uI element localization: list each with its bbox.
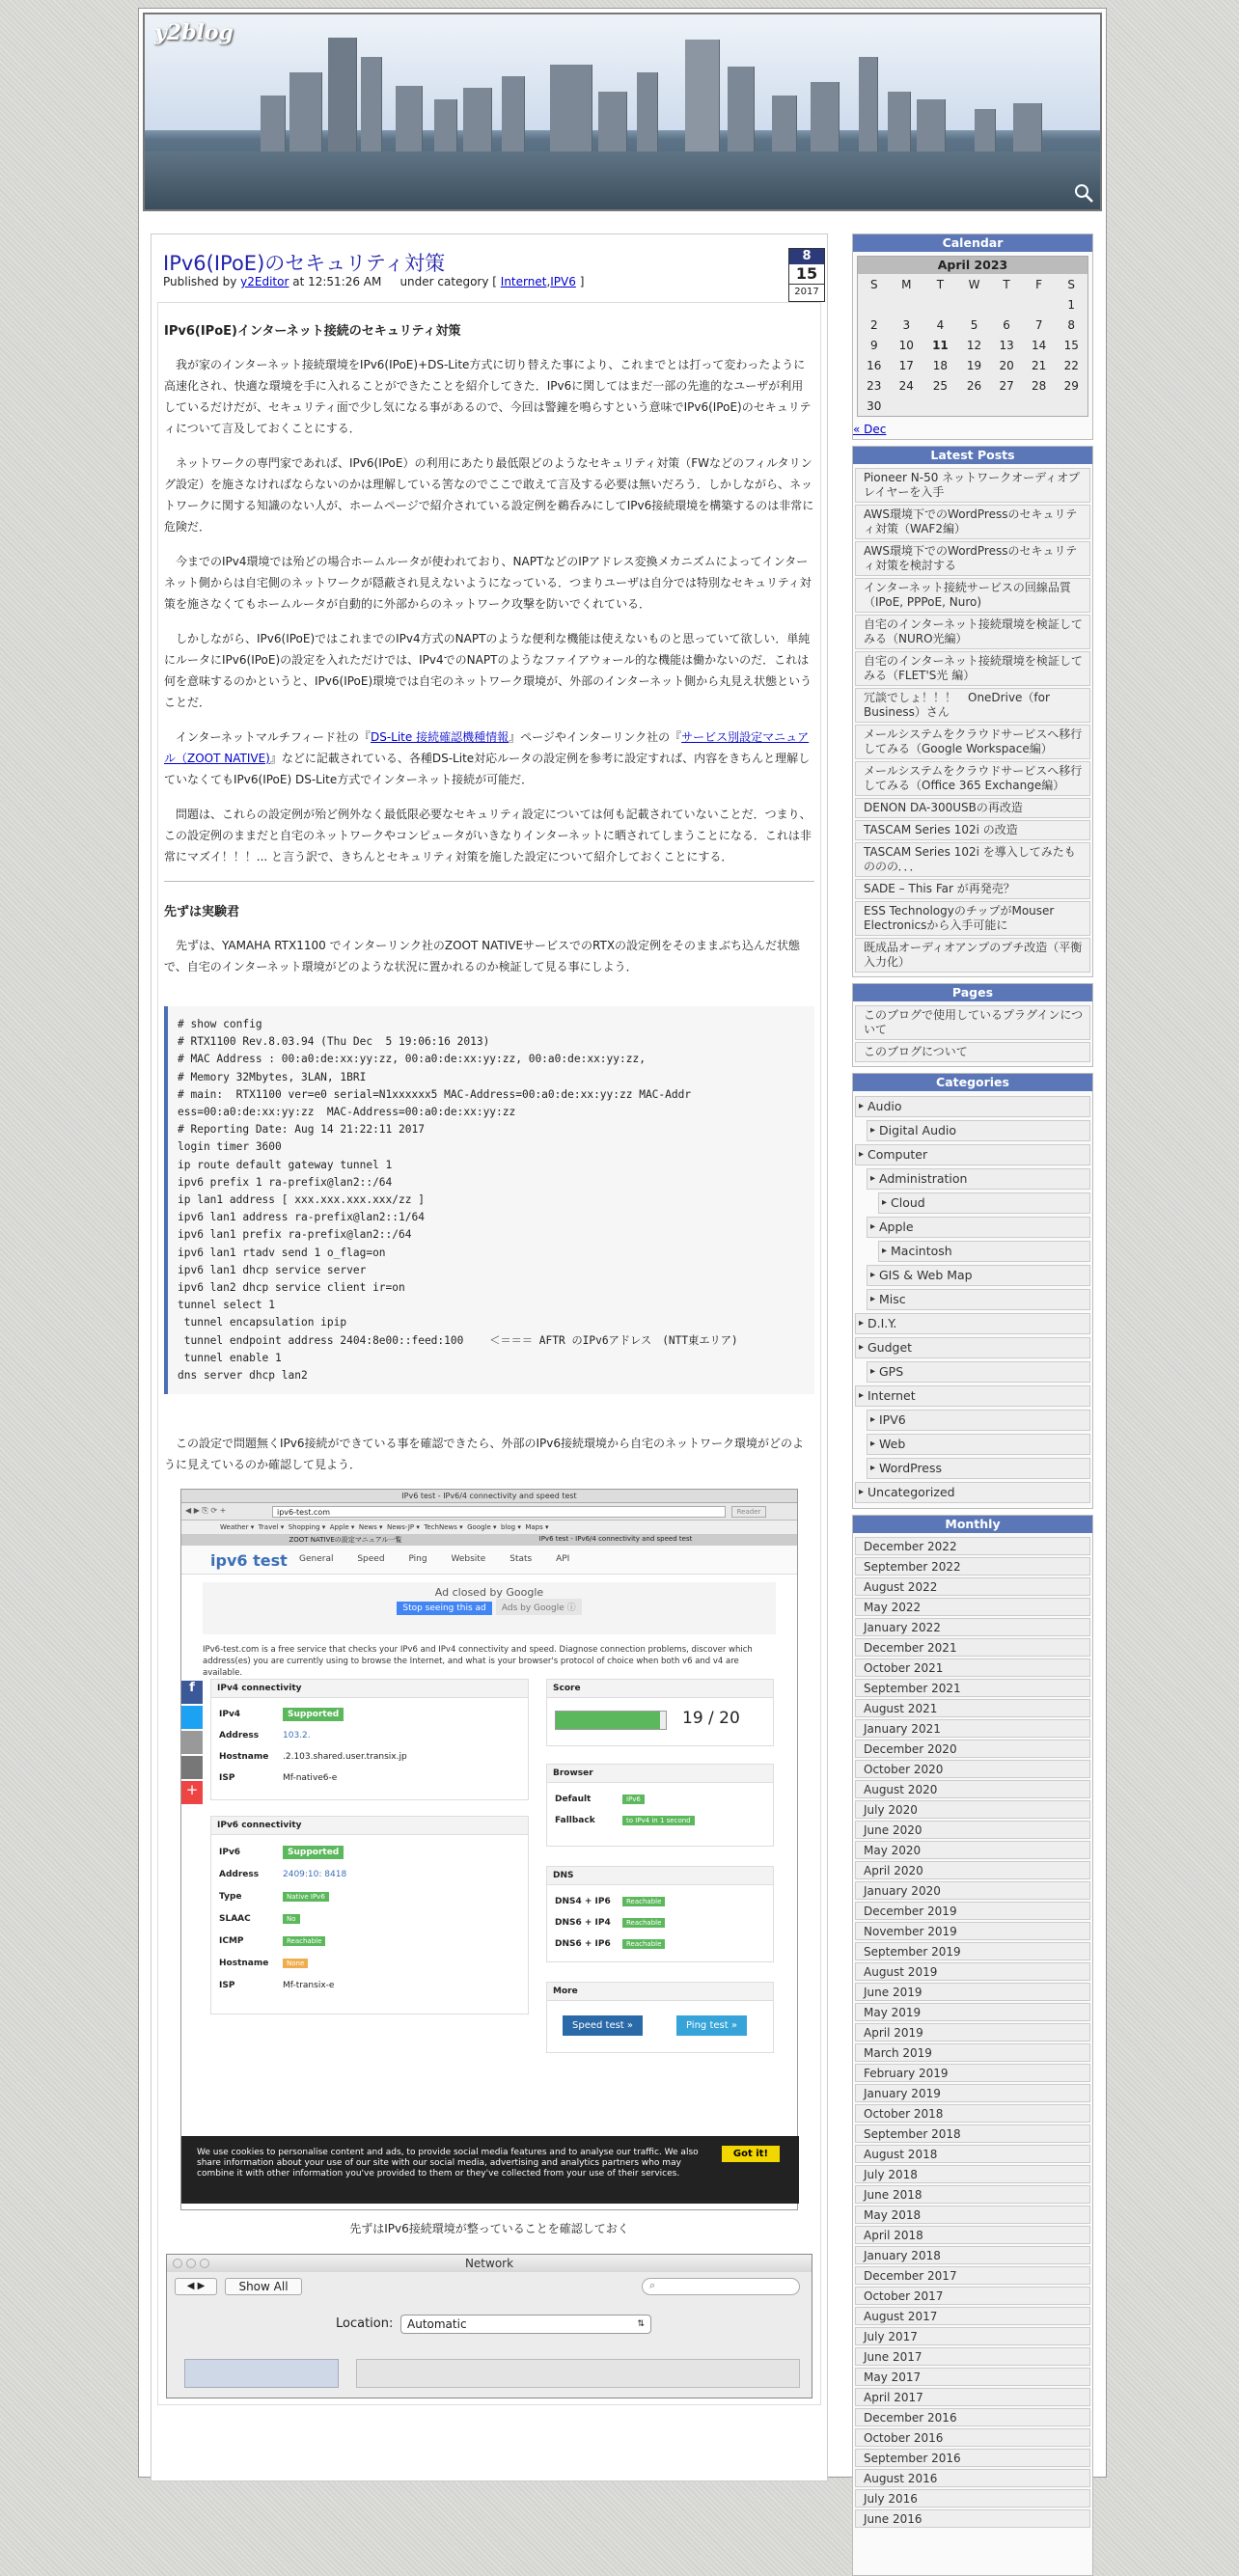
month-archive-link[interactable]: January 2020 xyxy=(855,1881,1090,1900)
month-archive-link[interactable]: June 2016 xyxy=(855,2509,1090,2528)
row-label: ISP xyxy=(219,1980,235,1990)
paragraph: 問題は、これらの設定例が殆ど例外なく最低限必要なセキュリティ設定については何も記載されていないことだ．つまり、この設定例のままだと自宅のネットワークやコンピュータがいきなりインターネットに晒されてしまうことになる．これは非常にマズイ！！！... と言う訳で、きちんとセキュリティ対策を施した設定について紹介しておくことにする． xyxy=(164,808,812,863)
month-archive-link[interactable]: August 2022 xyxy=(855,1577,1090,1596)
page-link[interactable]: このブログについて xyxy=(855,1042,1090,1062)
row-label: SLAAC xyxy=(219,1913,251,1924)
calendar-day: 3 xyxy=(902,317,911,332)
cookie-banner xyxy=(181,2136,799,2204)
month-archive-link[interactable]: July 2017 xyxy=(855,2327,1090,2345)
row-label: ISP xyxy=(219,1773,235,1784)
ad-closed-text: Ad closed by Google xyxy=(434,1586,544,1600)
calendar-day: 13 xyxy=(999,338,1014,352)
supported-badge: Supported xyxy=(283,1708,344,1721)
month-archive-link[interactable]: August 2017 xyxy=(855,2307,1090,2325)
paragraph: 今までのIPv4環境では殆どの場合ホームルータが使われており、NAPTなどのIPアドレス変換メカニズムによってインターネット側からは自宅側のネットワークが隠蔽され見えないようになっている．つまりユーザは自分では特別なセキュリティ対策を施さなくてもホームルータが自動的に外部からのネットワーク攻撃を防いでくれている． xyxy=(164,555,812,611)
post-content xyxy=(151,302,827,2405)
bookmark[interactable]: News-JP ▾ xyxy=(387,1523,420,1532)
paragraph: この設定で問題無くIPv6接続ができている事を確認できたら、外部のIPv6接続環境から自宅のネットワーク環境がどのように見えているのか確認して見よう． xyxy=(164,1437,805,1472)
month-archive-link[interactable]: October 2021 xyxy=(855,1658,1090,1677)
month-archive-link[interactable]: May 2017 xyxy=(855,2368,1090,2386)
bookmark[interactable]: TechNews ▾ xyxy=(424,1523,463,1532)
month-archive-link[interactable]: October 2020 xyxy=(855,1760,1090,1778)
email-icon[interactable] xyxy=(181,1756,203,1779)
latest-post-link[interactable]: AWS環境下でのWordPressのセキュリティ対策を検討する xyxy=(855,541,1090,576)
calendar-day: 28 xyxy=(1031,378,1047,393)
latest-post-link[interactable]: メールシステムをクラウドサービスへ移行してみる（Office 365 Exchange編） xyxy=(855,761,1090,796)
calendar-day xyxy=(990,396,1023,416)
row-label: DNS4 + IP6 xyxy=(555,1897,611,1907)
facebook-share-icon[interactable]: f xyxy=(181,1681,203,1704)
print-icon[interactable] xyxy=(181,1731,203,1754)
calendar-day: 7 xyxy=(1034,317,1043,332)
calendar-day: 15 xyxy=(1063,338,1079,352)
calendar-day xyxy=(1023,294,1056,315)
calendar-day: 25 xyxy=(932,378,949,393)
category-link-internet[interactable]: Internet xyxy=(500,275,547,288)
latest-post-link[interactable]: インターネット接続サービスの回線品質（IPoE, PPPoE, Nuro) xyxy=(855,578,1090,613)
calendar-day: 19 xyxy=(966,358,982,372)
month-archive-link[interactable]: June 2018 xyxy=(855,2185,1090,2204)
dns-panel xyxy=(546,1866,774,1962)
categories-widget xyxy=(852,1073,1093,1509)
row-label: DNS6 + IP4 xyxy=(555,1918,611,1929)
latest-posts-heading: Latest Posts xyxy=(853,447,1092,464)
weekday: W xyxy=(968,277,980,291)
month-archive-link[interactable]: October 2018 xyxy=(855,2104,1090,2123)
category-link[interactable]: ▸ Audio xyxy=(855,1096,1090,1117)
reachable-badge: Reachable xyxy=(622,1897,665,1906)
reachable-badge: Reachable xyxy=(622,1939,665,1949)
network-preferences-screenshot xyxy=(166,2254,812,2398)
ipv6-test-screenshot: IPv6 test - IPv6/4 connectivity and speed test ◀ ▶ ⎘ ⟳ + ipv6-test.com Reader Weather ▾ Travel ▾ Shopping ▾ Apple ▾ News ▾ News-JP ▾ TechNews ▾ Google ▾ blog ▾ Maps ▾ ZOOT NATIVEの設定マニュアル一覧 IPv6 test - IPv6/4 connectivity and speed test ipv6 test General Speed Ping Website Stats API Ad closed by Google Stop seeing this ad Ads by Google ⓘ IPv6-test.com is a free service that checks your IPv6 and IPv4 connectivity and speed. Diagnose connection problems, discover which address(es) you are currently using to browse the Internet, and what is your browser's protocol of choice when both v6 and v4 are available. f + IPv4 connectivity IPv4 Supported Address 103.2. Hostname .2.103.shared.user.transix.jp ISP Mf-native6-e IPv6 connectivity IPv6 Supported Address 2409:10: 8418 Type Native IPv6 SLAAC No ICMP Reachable Hostname None ISP Mf-transix-e Score 19 / 20 Browser Default IPv6 Fallback to IPv4 in 1 second DNS DNS4 + IP6 Reachable DNS6 + IP4 Reachable DNS6 + IP6 Reachable More Speed test » Ping test » We use cookies to personalise content and ads, to provide social media features and to analyse our traffic. We also share information about your use of our site with our social media, advertising and analytics partners who may combine it with other information you've provided to them or they've collected from your use of their services. Got it! xyxy=(180,1489,798,2210)
bookmark[interactable]: Travel ▾ xyxy=(258,1523,285,1532)
category-link[interactable]: ▸ GIS & Web Map xyxy=(867,1265,1090,1286)
category-link[interactable]: ▸ Cloud xyxy=(878,1192,1090,1214)
calendar-day xyxy=(1023,396,1056,416)
weekday: S xyxy=(1067,277,1076,291)
site-nav xyxy=(299,1554,569,1564)
month-archive-link[interactable]: August 2021 xyxy=(855,1699,1090,1717)
row-value: .2.103.shared.user.transix.jp xyxy=(283,1752,407,1763)
month-archive-link[interactable]: December 2021 xyxy=(855,1638,1090,1657)
month-archive-link[interactable]: September 2019 xyxy=(855,1942,1090,1960)
row-value: 2409:10: 8418 xyxy=(283,1869,347,1879)
calendar-day: 30 xyxy=(867,398,882,413)
text: 』ページやインターリンク社の『 xyxy=(509,730,682,744)
score-panel xyxy=(546,1679,774,1746)
paragraph-with-links xyxy=(164,726,814,790)
month-archive-link[interactable]: September 2022 xyxy=(855,1557,1090,1576)
category-link[interactable]: ▸ Digital Audio xyxy=(867,1120,1090,1141)
browser-tab-active[interactable]: IPv6 test - IPv6/4 connectivity and speed test xyxy=(538,1535,693,1544)
paragraph: 我が家のインターネット接続環境をIPv6(IPoE)+DS-Lite方式に切り替えた事により、これまでとは打って変わったように高速化され、快適な環境を手に入れることができたことを紹介してきた．IPv6に関してはまだ一部の先進的なユーザが利用しているだけだが、セキュリティ面で少し気になる事があるので、今回は警鐘を鳴らすという意味でIPv6(IPoE)のセキュリティについて言及しておくことにする． xyxy=(164,358,812,435)
latest-post-link[interactable]: SADE – This Far が再発売？ xyxy=(855,879,1090,899)
row-label: IPv6 xyxy=(219,1847,241,1857)
calendar-day xyxy=(958,396,991,416)
row-label: Address xyxy=(219,1869,260,1879)
date-year: 2017 xyxy=(794,287,819,297)
more-share-icon[interactable]: + xyxy=(181,1781,203,1804)
month-archive-link[interactable]: January 2019 xyxy=(855,2084,1090,2102)
cookie-text: We use cookies to personalise content and ads, to provide social media features and to analyse our traffic. We also share information about your use of our site with our social media, advertising and analytics partners who may combine it with other information you've provided to them or they've collected from your use of their services. xyxy=(197,2148,699,2179)
month-archive-link[interactable]: August 2016 xyxy=(855,2469,1090,2487)
calendar-day: 4 xyxy=(936,317,945,332)
row-label: Hostname xyxy=(219,1958,269,1968)
month-archive-link[interactable]: April 2020 xyxy=(855,1861,1090,1879)
calendar-grid xyxy=(858,274,1088,416)
month-archive-link[interactable]: August 2018 xyxy=(855,2145,1090,2163)
location-select[interactable] xyxy=(400,2315,651,2334)
calendar-day xyxy=(1055,396,1088,416)
monthly-heading: Monthly xyxy=(853,1516,1092,1533)
calendar-day: 21 xyxy=(1031,358,1047,372)
month-archive-link[interactable]: January 2022 xyxy=(855,1618,1090,1636)
post-area xyxy=(151,233,828,2481)
ipv6-panel xyxy=(210,1816,529,2014)
calendar xyxy=(857,256,1088,417)
date-day: 15 xyxy=(789,264,824,285)
latest-post-link[interactable]: Pioneer N-50 ネットワークオーディオプレイヤーを入手 xyxy=(855,468,1090,503)
category-link[interactable]: ▸ Administration xyxy=(867,1168,1090,1190)
date-month: 8 xyxy=(789,249,824,264)
row-value: Mf-native6-e xyxy=(283,1773,338,1784)
location-value: Automatic xyxy=(407,2317,467,2332)
bookmark[interactable]: Weather ▾ xyxy=(220,1523,255,1532)
calendar-day: 8 xyxy=(1067,317,1076,332)
calendar-day: 24 xyxy=(898,378,914,393)
calendar-day: 5 xyxy=(970,317,978,332)
post-time: at 12:51:26 AM xyxy=(292,275,382,288)
month-archive-link[interactable]: December 2022 xyxy=(855,1537,1090,1555)
category-prefix: under category [ xyxy=(399,275,497,288)
calendar-day: 23 xyxy=(867,378,882,393)
latest-post-link[interactable]: AWS環境下でのWordPressのセキュリティ対策（WAF2編） xyxy=(855,505,1090,539)
nav-ping[interactable]: Ping xyxy=(408,1554,427,1565)
month-archive-link[interactable]: January 2021 xyxy=(855,1719,1090,1738)
latest-posts-widget xyxy=(852,446,1093,977)
site-description: IPv6-test.com is a free service that checks your IPv6 and IPv4 connectivity and speed. Diagnose connection problems, discover which address(es) you are currently using to browse the Internet, and what is your browser's protocol of choice when both v6 and v4 are available. xyxy=(203,1645,753,1679)
window-zoom-icon[interactable] xyxy=(200,2259,209,2268)
published-prefix: Published by xyxy=(163,275,237,288)
page-wrapper xyxy=(138,8,1107,2526)
config-code-block: # show config # RTX1100 Rev.8.03.94 (Thu Dec 5 19:06:16 2013) # MAC Address : 00:a0:de:xx:yy:zz, 00:a0:de:xx:yy:zz, 00:a0:de:xx:yy:zz, # Memory 32Mbytes, 3LAN, 1BRI # main: RTX1100 ver=e0 serial=N1xxxxxx5 MAC-Address=00:a0:de:xx:yy:zz MAC-Addr ess=00:a0:de:xx:yy:zz MAC-Address=00:a0:de:xx:yy:zz # Reporting Date: Aug 14 21:22:11 2017 login timer 3600 ip route default gateway tunnel 1 ipv6 prefix 1 ra-prefix@lan2::/64 ip lan1 address [ xxx.xxx.xxx.xxx/zz ] ipv6 lan1 address ra-prefix@lan2::1/64 ipv6 lan1 prefix ra-prefix@lan2::/64 ipv6 lan1 rtadv send 1 o_flag=on ipv6 lan1 dhcp service server ipv6 lan2 dhcp service client ir=on tunnel select 1 tunnel encapsulation ipip tunnel endpoint address 2404:8e00::feed:100 ＜＝＝＝ AFTR のIPv6アドレス (NTT東エリア) tunnel enable 1 dns server dhcp lan2 xyxy=(164,1006,814,1394)
select-arrows-icon: ⇅ xyxy=(637,2319,645,2330)
post-date-badge xyxy=(788,248,825,302)
nav-website[interactable]: Website xyxy=(451,1554,486,1565)
latest-post-link[interactable]: TASCAM Series 102i の改造 xyxy=(855,820,1090,840)
location-label: Location: xyxy=(336,2316,394,2332)
score-value: 19 / 20 xyxy=(682,1709,740,1729)
month-archive-link[interactable]: December 2020 xyxy=(855,1740,1090,1758)
month-archive-link[interactable]: June 2017 xyxy=(855,2347,1090,2366)
bookmark[interactable]: Apple ▾ xyxy=(329,1523,355,1532)
category-link[interactable]: ▸ Web xyxy=(867,1434,1090,1455)
month-archive-link[interactable]: July 2020 xyxy=(855,1800,1090,1819)
score-heading: Score xyxy=(547,1680,773,1698)
more-panel xyxy=(546,1982,774,2053)
author-link[interactable]: y2Editor xyxy=(240,275,289,288)
calendar-day xyxy=(922,396,958,416)
category-link[interactable]: ▸ Uncategorized xyxy=(855,1482,1090,1503)
default-badge: IPv6 xyxy=(622,1795,645,1804)
stop-ad-button[interactable]: Stop seeing this ad xyxy=(397,1602,491,1615)
month-archive-link[interactable]: March 2019 xyxy=(855,2043,1090,2062)
window-minimize-icon[interactable] xyxy=(186,2259,196,2268)
month-archive-link[interactable]: September 2021 xyxy=(855,1679,1090,1697)
calendar-day: 1 xyxy=(1067,297,1076,312)
calendar-day xyxy=(891,396,923,416)
row-label: IPv4 xyxy=(219,1710,241,1720)
calendar-day xyxy=(922,294,958,315)
month-archive-link[interactable]: December 2019 xyxy=(855,1902,1090,1920)
month-archive-link[interactable]: July 2018 xyxy=(855,2165,1090,2183)
ipv6-heading: IPv6 connectivity xyxy=(211,1817,528,1835)
category-link[interactable]: ▸ IPV6 xyxy=(867,1410,1090,1431)
supported-badge: Supported xyxy=(283,1846,344,1859)
month-archive-link[interactable]: August 2020 xyxy=(855,1780,1090,1798)
magnifier-icon[interactable] xyxy=(1073,182,1094,204)
calendar-day xyxy=(891,294,923,315)
browser-panel xyxy=(546,1764,774,1847)
nav-stats[interactable]: Stats xyxy=(509,1554,533,1565)
month-archive-link[interactable]: February 2019 xyxy=(855,2064,1090,2082)
calendar-day: 14 xyxy=(1031,338,1047,352)
sidebar xyxy=(852,233,1093,2526)
slaac-badge: No xyxy=(283,1914,300,1924)
latest-post-link[interactable]: 自宅のインターネット接続環境を検証してみる（FLET'S光 編） xyxy=(855,651,1090,686)
window-close-icon[interactable] xyxy=(173,2259,182,2268)
dns-heading: DNS xyxy=(547,1867,773,1885)
latest-post-link[interactable]: DENON DA-300USBの再改造 xyxy=(855,798,1090,818)
category-link[interactable]: ▸ WordPress xyxy=(867,1458,1090,1479)
score-bar xyxy=(555,1711,667,1730)
monthly-widget xyxy=(852,1515,1093,2576)
month-archive-link[interactable]: August 2019 xyxy=(855,1962,1090,1981)
row-label: Fallback xyxy=(555,1816,595,1826)
nav-speed[interactable]: Speed xyxy=(357,1554,385,1565)
icmp-badge: Reachable xyxy=(283,1936,325,1946)
reachable-badge: Reachable xyxy=(622,1918,665,1928)
category-link[interactable]: ▸ Computer xyxy=(855,1144,1090,1165)
fallback-badge: to IPv4 in 1 second xyxy=(622,1816,695,1825)
window-title: IPv6 test - IPv6/4 connectivity and speed test xyxy=(181,1490,797,1503)
calendar-prev-link[interactable]: « Dec xyxy=(853,423,887,436)
category-link[interactable]: ▸ Macintosh xyxy=(878,1241,1090,1262)
month-archive-link[interactable]: September 2016 xyxy=(855,2449,1090,2467)
pages-heading: Pages xyxy=(853,984,1092,1001)
ipv4-panel xyxy=(210,1679,529,1800)
screenshot-caption: 先ずはIPv6接続環境が整っていることを確認しておく xyxy=(349,2222,629,2236)
paragraph: ネットワークの専門家であれば、IPv6(IPoE）の利用にあたり最低限どのようなセキュリティ対策（FWなどのフィルタリング設定）を施さなければならないのかは理解している筈なのでここで敢えて言及する必要は無いだろう．しかしながら、ネットワークに関する知識のない人が、ホームページで紹介されている設定例を鵜呑みにしてIPv6接続環境を構築するのは非常に危険だ． xyxy=(164,456,814,534)
category-suffix: ] xyxy=(579,275,585,288)
row-label: Type xyxy=(219,1891,242,1902)
latest-post-link[interactable]: 既成品オーディオアンプのプチ改造（平衡入力化） xyxy=(855,938,1090,973)
calendar-day: 11 xyxy=(932,338,949,352)
row-label: Hostname xyxy=(219,1752,269,1763)
bookmark[interactable]: Shopping ▾ xyxy=(288,1523,326,1532)
more-heading: More xyxy=(547,1983,773,2001)
calendar-day: 16 xyxy=(867,358,882,372)
reader-button[interactable]: Reader xyxy=(731,1506,766,1518)
text: インターネットマルチフィード社の『 xyxy=(176,730,371,744)
month-archive-link[interactable]: September 2018 xyxy=(855,2124,1090,2143)
month-archive-link[interactable]: May 2022 xyxy=(855,1598,1090,1616)
categories-heading: Categories xyxy=(853,1074,1092,1091)
month-archive-link[interactable]: November 2019 xyxy=(855,1922,1090,1940)
ipv4-heading: IPv4 connectivity xyxy=(211,1680,528,1698)
page-link[interactable]: このブログで使用しているプラグインについて xyxy=(855,1005,1090,1040)
type-badge: Native IPv6 xyxy=(283,1892,329,1902)
calendar-day: 9 xyxy=(869,338,878,352)
browser-tab[interactable]: ZOOT NATIVEの設定マニュアル一覧 xyxy=(289,1536,402,1545)
section-heading: 先ずは実験君 xyxy=(164,905,240,919)
latest-post-link[interactable]: 冗談でしょ！！！ OneDrive（for Business）さん xyxy=(855,688,1090,723)
score-bar-fill xyxy=(556,1712,660,1729)
category-link[interactable]: ▸ Misc xyxy=(867,1289,1090,1310)
text: 』などに記載されている、各種DS-Lite対応ルータの設定例を参考に設定すれば、内容をきちんと理解していなくてもIPv6(IPoE) DS-Lite方式でインターネット接続が可能だ． xyxy=(164,752,811,786)
calendar-day: 2 xyxy=(869,317,878,332)
calendar-day: 20 xyxy=(999,358,1014,372)
post-heading: IPv6(IPoE)インターネット接続のセキュリティ対策 xyxy=(164,324,461,339)
ipv6test-logo[interactable]: ipv6 test xyxy=(210,1551,288,1571)
calendar-widget xyxy=(852,233,1093,440)
calendar-day: 22 xyxy=(1063,358,1079,372)
twitter-share-icon[interactable] xyxy=(181,1706,203,1729)
month-archive-link[interactable]: May 2019 xyxy=(855,2003,1090,2021)
zoot-native-manual-link[interactable]: サービス別設定マニュアル（ZOOT NATIVE) xyxy=(164,730,810,765)
browser-heading: Browser xyxy=(547,1765,773,1783)
month-archive-link[interactable]: April 2019 xyxy=(855,2023,1090,2042)
post-meta: Published by y2Editor at 12:51:26 AM under category [ Internet,IPV6 ] xyxy=(163,275,585,288)
month-archive-link[interactable]: October 2017 xyxy=(855,2287,1090,2305)
nav-api[interactable]: API xyxy=(556,1554,570,1565)
month-archive-link[interactable]: July 2016 xyxy=(855,2489,1090,2507)
category-link[interactable]: ▸ Internet xyxy=(855,1385,1090,1407)
hostname-badge: None xyxy=(283,1959,308,1968)
latest-post-link[interactable]: 自宅のインターネット接続環境を検証してみる（NURO光編） xyxy=(855,615,1090,649)
speed-test-button[interactable]: Speed test » xyxy=(563,2015,643,2036)
blog-header-banner xyxy=(143,13,1102,211)
row-label: DNS6 + IP6 xyxy=(555,1939,611,1950)
weekday: S xyxy=(869,277,878,291)
month-archive-link[interactable]: January 2018 xyxy=(855,2246,1090,2264)
month-archive-link[interactable]: June 2020 xyxy=(855,1821,1090,1839)
post-body xyxy=(157,302,821,2405)
calendar-day: 6 xyxy=(1003,317,1010,332)
calendar-day: 26 xyxy=(966,378,982,393)
show-all-button[interactable]: Show All xyxy=(225,2278,302,2295)
row-label: Address xyxy=(219,1731,260,1741)
weekday: T xyxy=(1003,277,1010,291)
latest-post-link[interactable]: メールシステムをクラウドサービスへ移行してみる（Google Workspace編） xyxy=(855,725,1090,759)
row-value: 103.2. xyxy=(283,1731,311,1741)
month-archive-link[interactable]: May 2018 xyxy=(855,2206,1090,2224)
paragraph: しかしながら、IPv6(IPoE)ではこれまでのIPv4方式のNAPTのような便利な機能は使えないものと思っていて欲しい．単純にルータにIPv6(IPoE)の設定を入れただけでは、IPv4でのNAPTのようなファイアウォール的な機能は働かないのだ．これは何を意味するのかというと、IPv6(IPoE)環境では自宅のネットワーク環境が、外部のインターネット側から丸見え状態ということだ． xyxy=(164,632,812,709)
row-value: Mf-transix-e xyxy=(283,1980,335,1990)
bookmarks-bar xyxy=(181,1521,797,1534)
bookmark[interactable]: Maps ▾ xyxy=(525,1523,549,1532)
category-link[interactable]: ▸ GPS xyxy=(867,1361,1090,1383)
month-archive-link[interactable]: December 2016 xyxy=(855,2408,1090,2426)
month-archive-link[interactable]: April 2017 xyxy=(855,2388,1090,2406)
nav-general[interactable]: General xyxy=(299,1554,334,1565)
category-link-ipv6[interactable]: IPV6 xyxy=(550,275,576,288)
paragraph: 先ずは、YAMAHA RTX1100 でインターリンク社のZOOT NATIVEサービスでのRTXの設定例をそのままぶち込んだ状態で、自宅のインターネット環境がどのような状況に置かれるのか検証して見る事にしよう． xyxy=(164,939,801,973)
calendar-day xyxy=(958,294,991,315)
weekday: F xyxy=(1035,277,1043,291)
calendar-day: 12 xyxy=(966,338,982,352)
blog-title[interactable]: y2blog xyxy=(154,20,234,45)
calendar-day: 27 xyxy=(999,378,1014,393)
weekday: M xyxy=(901,277,912,291)
category-link[interactable]: ▸ Apple xyxy=(867,1217,1090,1238)
ds-lite-models-link[interactable]: DS-Lite 接続確認機種情報 xyxy=(370,730,509,744)
month-archive-link[interactable]: June 2019 xyxy=(855,1983,1090,2001)
calendar-day: 29 xyxy=(1063,378,1079,393)
calendar-heading: Calendar xyxy=(853,234,1092,252)
calendar-day xyxy=(858,294,891,315)
month-archive-link[interactable]: December 2017 xyxy=(855,2266,1090,2285)
latest-post-link[interactable]: TASCAM Series 102i を導入してみたもののの．．． xyxy=(855,842,1090,877)
calendar-day: 17 xyxy=(898,358,914,372)
search-field[interactable] xyxy=(642,2278,800,2295)
month-archive-link[interactable]: April 2018 xyxy=(855,2226,1090,2244)
row-label: Default xyxy=(555,1795,592,1805)
category-link[interactable]: ▸ D.I.Y. xyxy=(855,1313,1090,1334)
latest-post-link[interactable]: ESS TechnologyのチップがMouser Electronicsから入手可能に xyxy=(855,901,1090,936)
address-bar[interactable]: ipv6-test.com xyxy=(272,1506,726,1518)
network-window-title: Network xyxy=(464,2257,514,2271)
pages-widget xyxy=(852,983,1093,1067)
calendar-month: April 2023 xyxy=(858,257,1088,274)
ads-by-google[interactable]: Ads by Google ⓘ xyxy=(496,1599,582,1615)
back-forward-icon[interactable]: ◀ ▶ xyxy=(175,2278,217,2295)
calendar-day xyxy=(990,294,1023,315)
divider xyxy=(164,881,814,882)
calendar-day: 18 xyxy=(932,358,949,372)
month-archive-link[interactable]: October 2016 xyxy=(855,2428,1090,2447)
weekday: T xyxy=(936,277,945,291)
month-archive-link[interactable]: May 2020 xyxy=(855,1841,1090,1859)
bookmark[interactable]: News ▾ xyxy=(358,1523,383,1532)
post-title[interactable]: IPv6(IPoE)のセキュリティ対策 xyxy=(163,252,446,275)
cookie-accept-button[interactable]: Got it! xyxy=(722,2146,780,2162)
bookmark[interactable]: Google ▾ xyxy=(467,1523,497,1532)
ping-test-button[interactable]: Ping test » xyxy=(676,2015,747,2036)
calendar-day: 10 xyxy=(898,338,914,352)
row-label: ICMP xyxy=(219,1935,244,1946)
search-icon: ⌕ xyxy=(649,2279,656,2292)
bookmark[interactable]: blog ▾ xyxy=(501,1523,521,1532)
category-link[interactable]: ▸ Gudget xyxy=(855,1337,1090,1358)
